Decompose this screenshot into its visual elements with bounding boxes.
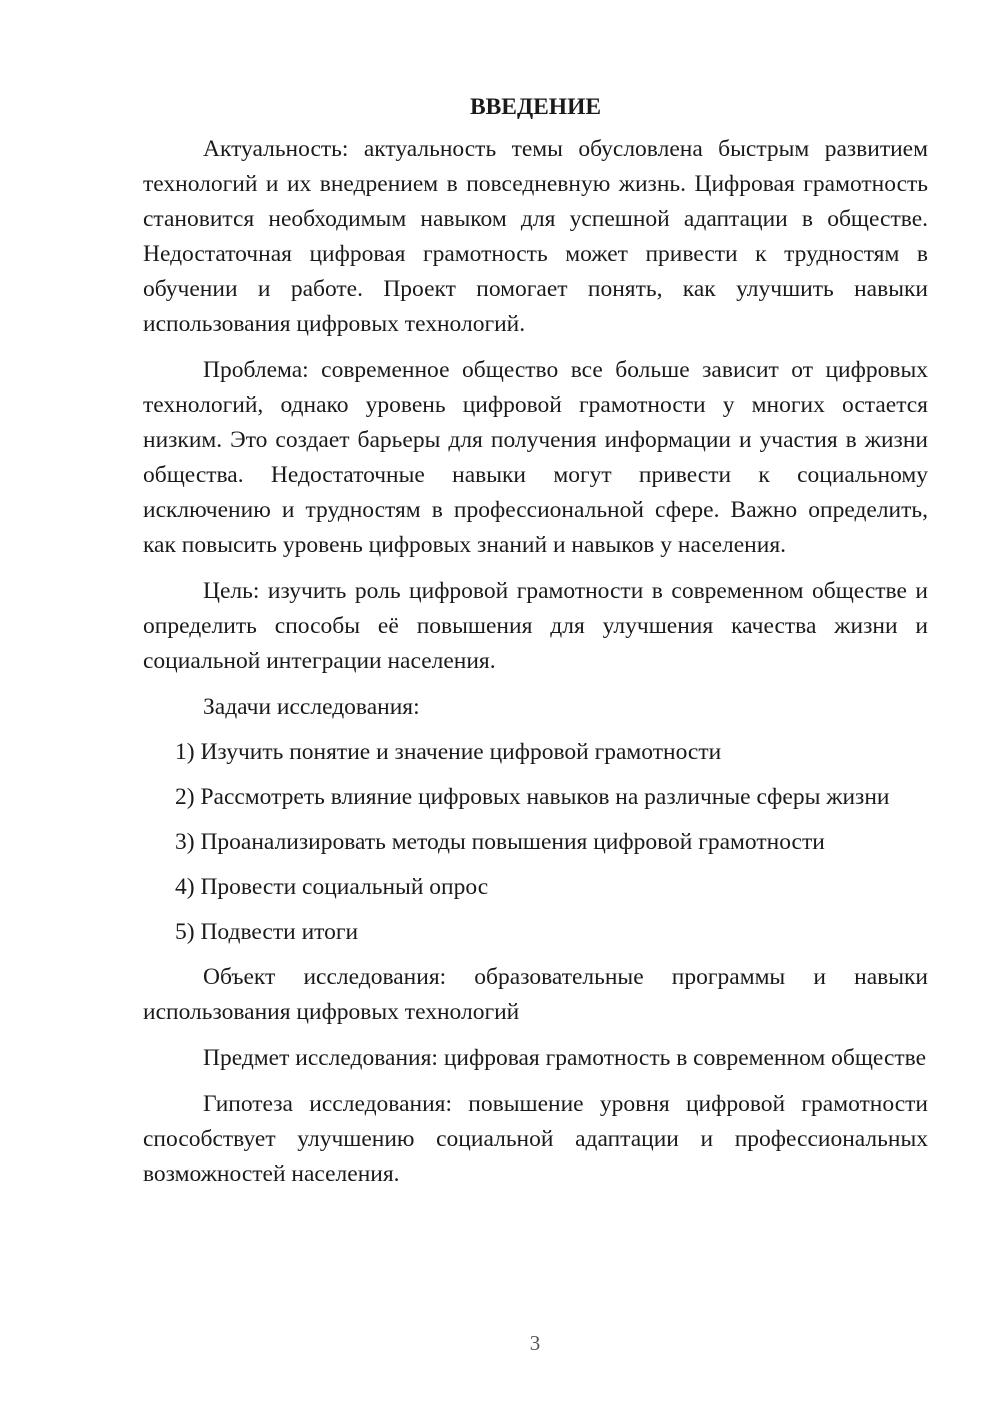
page-content — [143, 90, 928, 1203]
list-item: 5) Подвести итоги — [175, 919, 359, 945]
tasks-list — [143, 735, 928, 950]
paragraph-hypothesis: Гипотеза исследования: повышение уровня цифровой грамотности способствует улучшению социальной адаптации и профессиональных возможностей населения. — [143, 1091, 928, 1187]
tasks-heading: Задачи исследования: — [203, 694, 420, 720]
paragraph-subject: Предмет исследования: цифровая грамотность в современном обществе — [203, 1045, 927, 1071]
paragraph-relevance: Актуальность: актуальность темы обусловлена быстрым развитием технологий и их внедрением в повседневную жизнь. Цифровая грамотность становится необходимым навыком для успешной адаптации в обществе. Недостаточная цифровая грамотность может привести к трудностям в обучении и работе. Проект помогает понять, как улучшить навыки использования цифровых технологий. — [143, 136, 928, 337]
page-number: 3 — [529, 1331, 541, 1355]
list-item: 2) Рассмотреть влияние цифровых навыков на различные сферы жизни — [175, 784, 890, 810]
paragraph-object: Объект исследования: образовательные программы и навыки использования цифровых технологий — [143, 964, 928, 1025]
list-item: 3) Проанализировать методы повышения цифровой грамотности — [175, 829, 825, 855]
list-item: 1) Изучить понятие и значение цифровой грамотности — [175, 739, 722, 765]
paragraph-problem: Проблема: современное общество все больше зависит от цифровых технологий, однако уровень цифровой грамотности у многих остается низким. Это создает барьеры для получения информации и участия в жизни общества. Недостаточные навыки могут привести к социальному исключению и трудностям в профессиональной сфере. Важно определить, как повысить уровень цифровых знаний и навыков у населения. — [143, 357, 928, 558]
list-item: 4) Провести социальный опрос — [175, 874, 489, 900]
page-title: ВВЕДЕНИЕ — [469, 94, 602, 120]
paragraph-goal: Цель: изучить роль цифровой грамотности в современном обществе и определить способы её повышения для улучшения качества жизни и социальной интеграции населения. — [143, 578, 928, 674]
